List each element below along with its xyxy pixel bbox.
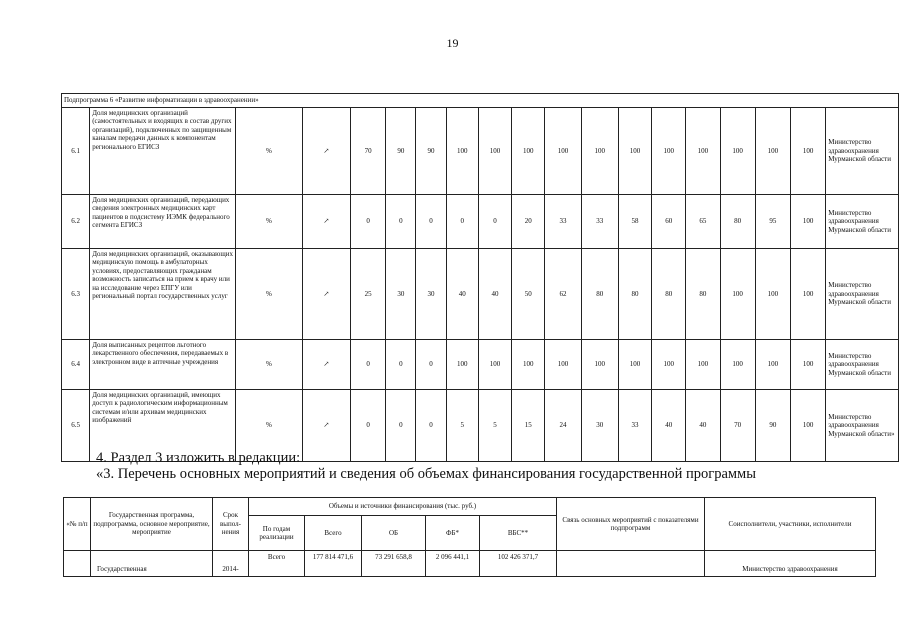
fin-header-fb: ФБ* — [426, 516, 480, 551]
indicator-unit: % — [236, 195, 302, 249]
fin-row — [64, 551, 876, 577]
indicator-value: 0 — [351, 340, 386, 390]
fin-header-volumes: Объемы и источники финансирования (тыс. руб.) — [249, 498, 557, 516]
indicator-value: 100 — [755, 340, 790, 390]
indicator-value: 0 — [416, 195, 446, 249]
indicator-value: 100 — [512, 340, 545, 390]
fin-header-link: Связь основных мероприятий с показателями подпрограмм — [557, 498, 705, 551]
indicator-value: 100 — [791, 108, 826, 195]
indicator-unit: % — [236, 340, 302, 390]
indicator-value: 30 — [416, 249, 446, 340]
fin-header-total: Всего — [305, 516, 362, 551]
indicator-name: Доля медицинских организаций (самостоятельных и входящих в состав других организаций), подключенных по защищенным каналам передачи данных к компонентам регионального ЕГИСЗ — [90, 108, 236, 195]
indicator-value: 33 — [545, 195, 581, 249]
indicator-value: 20 — [512, 195, 545, 249]
indicator-value: 100 — [581, 108, 618, 195]
indicator-value: 0 — [386, 390, 416, 462]
indicator-unit: % — [236, 390, 302, 462]
page-number: 19 — [446, 36, 459, 50]
indicator-number: 6.1 — [62, 108, 90, 195]
indicator-value: 100 — [720, 340, 755, 390]
indicator-value: 40 — [686, 390, 720, 462]
indicator-number: 6.2 — [62, 195, 90, 249]
trend-arrow-icon: ↗ — [302, 195, 350, 249]
fin-cell-fb: 2 096 441,1 — [426, 551, 480, 577]
indicator-value: 100 — [512, 108, 545, 195]
indicator-value: 5 — [446, 390, 478, 462]
indicator-number: 6.3 — [62, 249, 90, 340]
indicator-value: 100 — [791, 340, 826, 390]
indicator-value: 80 — [652, 249, 686, 340]
indicator-value: 25 — [351, 249, 386, 340]
indicator-value: 95 — [755, 195, 790, 249]
fin-header-program: Государственная программа, подпрограмма, основное мероприятие, мероприятие — [91, 498, 213, 551]
indicator-row — [62, 340, 899, 390]
indicator-name: Доля выписанных рецептов льготного лекарственного обеспечения, передаваемых в электронном виде в аптечные учреждения — [90, 340, 236, 390]
indicator-value: 24 — [545, 390, 581, 462]
indicator-number: 6.5 — [62, 390, 90, 462]
indicator-value: 33 — [618, 390, 651, 462]
indicator-value: 100 — [686, 340, 720, 390]
responsible-executor: Министерство здравоохранения Мурманской области — [826, 340, 899, 390]
indicator-value: 100 — [791, 390, 826, 462]
indicator-value: 100 — [618, 108, 651, 195]
indicator-value: 0 — [351, 195, 386, 249]
trend-arrow-icon: ↗ — [302, 340, 350, 390]
indicator-name: Доля медицинских организаций, имеющих доступ к радиологическим информационным системам и/или архивам медицинских изображений — [90, 390, 236, 462]
indicator-value: 100 — [686, 108, 720, 195]
trend-arrow-icon: ↗ — [302, 108, 350, 195]
indicator-value: 33 — [581, 195, 618, 249]
fin-cell-vbs: 102 426 371,7 — [480, 551, 557, 577]
subprogram-header-row — [62, 94, 899, 108]
indicator-value: 60 — [652, 195, 686, 249]
indicator-value: 15 — [512, 390, 545, 462]
indicator-value: 0 — [416, 390, 446, 462]
indicator-value: 90 — [416, 108, 446, 195]
fin-header-term: Срок выпол-нения — [213, 498, 249, 551]
responsible-executor: Министерство здравоохранения Мурманской области» — [826, 390, 899, 462]
trend-arrow-icon: ↗ — [302, 249, 350, 340]
indicator-value: 100 — [755, 249, 790, 340]
indicator-value: 90 — [755, 390, 790, 462]
fin-cell-year: Всего — [249, 551, 305, 577]
indicator-value: 100 — [545, 340, 581, 390]
indicator-row — [62, 249, 899, 340]
indicator-value: 70 — [351, 108, 386, 195]
fin-cell-term: 2014- — [213, 551, 249, 577]
responsible-executor: Министерство здравоохранения Мурманской области — [826, 249, 899, 340]
indicator-value: 80 — [686, 249, 720, 340]
indicator-row — [62, 108, 899, 195]
fin-header-num: «№ п/п — [64, 498, 91, 551]
indicator-value: 100 — [581, 340, 618, 390]
indicator-value: 0 — [446, 195, 478, 249]
indicator-row — [62, 195, 899, 249]
indicator-value: 0 — [416, 340, 446, 390]
responsible-executor: Министерство здравоохранения Мурманской области — [826, 195, 899, 249]
indicator-value: 0 — [478, 195, 511, 249]
fin-header-coexecutors: Соисполнители, участники, исполнители — [705, 498, 876, 551]
indicator-value: 100 — [446, 108, 478, 195]
indicator-value: 100 — [755, 108, 790, 195]
fin-header-vbs: ВБС** — [480, 516, 557, 551]
indicator-value: 30 — [581, 390, 618, 462]
fin-cell-coexecutors: Министерство здравоохранения — [705, 551, 876, 577]
fin-header-by-years: По годам реализации — [249, 516, 305, 551]
indicator-value: 100 — [791, 195, 826, 249]
indicator-value: 5 — [478, 390, 511, 462]
indicator-value: 80 — [720, 195, 755, 249]
indicator-value: 40 — [446, 249, 478, 340]
indicator-value: 100 — [478, 108, 511, 195]
indicator-value: 100 — [652, 340, 686, 390]
trend-arrow-icon: ↗ — [302, 390, 350, 462]
indicator-value: 40 — [652, 390, 686, 462]
indicator-unit: % — [236, 249, 302, 340]
section-title: «3. Перечень основных мероприятий и сведения об объемах финансирования государственной программы — [96, 466, 756, 482]
indicator-value: 90 — [386, 108, 416, 195]
indicator-value: 65 — [686, 195, 720, 249]
indicator-value: 100 — [446, 340, 478, 390]
indicator-value: 50 — [512, 249, 545, 340]
fin-cell-ob: 73 291 658,8 — [362, 551, 426, 577]
indicator-value: 80 — [581, 249, 618, 340]
indicator-name: Доля медицинских организаций, оказывающих медицинскую помощь в амбулаторных условиях, предоставляющих гражданам возможность записаться на прием к врачу или на исследование через ЕПГУ или региональный портал государственных услуг — [90, 249, 236, 340]
indicator-number: 6.4 — [62, 340, 90, 390]
indicator-value: 100 — [618, 340, 651, 390]
financing-table — [63, 497, 876, 577]
indicator-value: 58 — [618, 195, 651, 249]
indicator-unit: % — [236, 108, 302, 195]
fin-header-ob: ОБ — [362, 516, 426, 551]
indicator-value: 0 — [351, 390, 386, 462]
fin-cell-program: Государственная — [91, 551, 213, 577]
fin-cell-link — [557, 551, 705, 577]
indicator-value: 80 — [618, 249, 651, 340]
indicator-value: 100 — [720, 249, 755, 340]
indicator-value: 100 — [545, 108, 581, 195]
subprogram-title: Подпрограмма 6 «Развитие информатизации в здравоохранении» — [62, 94, 899, 108]
indicator-value: 62 — [545, 249, 581, 340]
indicator-value: 40 — [478, 249, 511, 340]
indicator-value: 100 — [720, 108, 755, 195]
indicator-value: 30 — [386, 249, 416, 340]
indicator-value: 70 — [720, 390, 755, 462]
indicators-table — [61, 93, 899, 462]
fin-cell-total: 177 814 471,6 — [305, 551, 362, 577]
indicator-value: 100 — [652, 108, 686, 195]
indicator-name: Доля медицинских организаций, передающих сведения электронных медицинских карт пациентов в подсистему ИЭМК федерального сегмента ЕГИСЗ — [90, 195, 236, 249]
indicator-value: 100 — [791, 249, 826, 340]
responsible-executor: Министерство здравоохранения Мурманской области — [826, 108, 899, 195]
indicator-value: 100 — [478, 340, 511, 390]
indicator-value: 0 — [386, 195, 416, 249]
section-instruction: 4. Раздел 3 изложить в редакции: — [96, 450, 301, 466]
fin-cell-num — [64, 551, 91, 577]
indicator-value: 0 — [386, 340, 416, 390]
